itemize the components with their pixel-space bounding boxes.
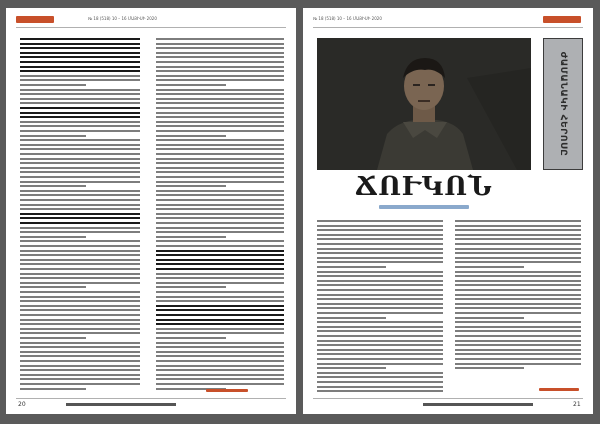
text-line — [20, 300, 140, 302]
text-line — [156, 300, 284, 302]
text-line — [156, 277, 284, 279]
text-line — [156, 378, 284, 380]
footer-rule — [313, 398, 583, 399]
text-line — [156, 176, 284, 178]
text-line — [156, 61, 284, 63]
text-line — [20, 351, 140, 353]
text-line — [20, 250, 140, 252]
text-line — [20, 208, 140, 210]
text-line — [455, 220, 581, 222]
text-line — [455, 358, 581, 360]
text-line — [20, 332, 140, 334]
text-line — [156, 199, 284, 201]
side-banner — [543, 38, 583, 170]
text-line — [20, 296, 140, 298]
page-number: 20 — [18, 401, 26, 408]
text-line — [20, 305, 140, 307]
left-page — [6, 8, 296, 414]
text-line — [455, 353, 581, 355]
text-line — [317, 307, 443, 309]
text-line — [156, 162, 284, 164]
text-line — [156, 231, 284, 233]
footer-rule — [16, 398, 286, 399]
text-line — [317, 225, 443, 227]
text-line — [20, 227, 140, 229]
text-line — [20, 43, 140, 45]
text-line — [156, 369, 284, 371]
text-line — [317, 363, 443, 365]
right-page — [303, 8, 593, 414]
text-line — [317, 326, 443, 328]
text-line — [317, 234, 443, 236]
text-line — [455, 289, 581, 291]
text-line — [455, 271, 581, 273]
text-line — [317, 261, 443, 263]
text-line — [20, 231, 140, 233]
text-line — [156, 346, 284, 348]
text-line — [156, 158, 284, 160]
text-line — [156, 66, 284, 68]
text-line — [317, 294, 443, 296]
text-line — [156, 374, 284, 376]
text-line — [20, 153, 140, 155]
text-line — [455, 248, 581, 250]
header-rule — [313, 27, 583, 28]
text-line — [455, 234, 581, 236]
text-line — [20, 337, 86, 339]
text-line — [156, 323, 284, 325]
text-line — [156, 116, 284, 118]
text-line — [20, 217, 140, 219]
text-line — [20, 213, 140, 215]
text-line — [317, 367, 386, 369]
text-line — [455, 257, 581, 259]
text-line — [20, 365, 140, 367]
text-line — [156, 98, 284, 100]
text-line — [455, 266, 524, 268]
text-line — [156, 93, 284, 95]
text-line — [156, 181, 284, 183]
text-line — [156, 112, 284, 114]
article-headline: ՃՈՒԿՈՆ — [355, 172, 493, 202]
text-line — [156, 139, 284, 141]
byline — [539, 388, 579, 391]
text-line — [20, 323, 140, 325]
text-line — [156, 314, 284, 316]
text-line — [156, 208, 284, 210]
text-line — [20, 125, 140, 127]
text-line — [20, 171, 140, 173]
text-line — [20, 199, 140, 201]
text-line — [20, 388, 86, 390]
text-line — [156, 135, 226, 137]
text-line — [317, 386, 443, 388]
text-line — [317, 243, 443, 245]
article-column-2 — [156, 38, 284, 394]
text-line — [317, 390, 443, 392]
text-line — [20, 374, 140, 376]
text-line — [20, 84, 86, 86]
text-line — [156, 227, 284, 229]
text-line — [317, 266, 386, 268]
text-line — [20, 158, 140, 160]
text-line — [317, 358, 443, 360]
text-line — [455, 243, 581, 245]
text-line — [156, 38, 284, 40]
text-line — [317, 317, 386, 319]
text-line — [156, 309, 284, 311]
text-line — [20, 148, 140, 150]
text-line — [20, 204, 140, 206]
text-line — [156, 148, 284, 150]
text-line — [156, 355, 284, 357]
text-line — [20, 190, 140, 192]
text-line — [156, 52, 284, 54]
article-subtitle — [379, 205, 469, 209]
text-line — [156, 305, 284, 307]
text-line — [156, 365, 284, 367]
article-column-1 — [20, 38, 140, 394]
text-line — [156, 282, 284, 284]
text-line — [455, 298, 581, 300]
text-line — [20, 291, 140, 293]
text-line — [156, 125, 284, 127]
text-line — [156, 89, 284, 91]
text-line — [20, 355, 140, 357]
text-line — [317, 376, 443, 378]
text-line — [156, 240, 284, 242]
text-line — [20, 56, 140, 58]
header-rule — [16, 27, 286, 28]
text-line — [317, 229, 443, 231]
text-line — [156, 217, 284, 219]
article-photo — [317, 38, 531, 170]
text-line — [455, 330, 581, 332]
text-line — [20, 121, 140, 123]
text-line — [455, 275, 581, 277]
text-line — [156, 107, 284, 109]
text-line — [156, 213, 284, 215]
text-line — [156, 153, 284, 155]
page-number: 21 — [573, 401, 581, 408]
text-line — [20, 139, 140, 141]
text-line — [156, 332, 284, 334]
text-line — [20, 378, 140, 380]
text-line — [455, 261, 581, 263]
text-line — [317, 321, 443, 323]
text-line — [317, 330, 443, 332]
side-banner-text: ԺԱՄԱՆԱԿԻ ՀԵՐՈՍԸ — [558, 51, 568, 157]
text-line — [156, 254, 284, 256]
text-line — [20, 273, 140, 275]
text-line — [156, 121, 284, 123]
text-line — [20, 360, 140, 362]
text-line — [156, 296, 284, 298]
text-line — [20, 286, 86, 288]
text-line — [317, 381, 443, 383]
text-line — [20, 328, 140, 330]
text-line — [20, 66, 140, 68]
text-line — [20, 342, 140, 344]
text-line — [156, 56, 284, 58]
text-line — [156, 342, 284, 344]
text-line — [156, 130, 284, 132]
text-line — [455, 307, 581, 309]
text-line — [156, 383, 284, 385]
text-line — [20, 93, 140, 95]
text-line — [20, 167, 140, 169]
text-line — [455, 284, 581, 286]
text-line — [20, 314, 140, 316]
text-line — [20, 185, 86, 187]
text-line — [20, 75, 140, 77]
text-line — [156, 236, 226, 238]
text-line — [20, 89, 140, 91]
text-line — [20, 309, 140, 311]
byline — [206, 389, 248, 392]
text-line — [156, 351, 284, 353]
text-line — [20, 236, 86, 238]
text-line — [317, 289, 443, 291]
text-line — [156, 291, 284, 293]
text-line — [455, 335, 581, 337]
text-line — [156, 222, 284, 224]
text-line — [156, 263, 284, 265]
text-line — [20, 181, 140, 183]
portrait-photo — [317, 38, 531, 170]
text-line — [156, 47, 284, 49]
text-line — [20, 277, 140, 279]
text-line — [455, 340, 581, 342]
footer-line — [423, 403, 533, 406]
text-line — [20, 319, 140, 321]
text-line — [317, 257, 443, 259]
text-line — [455, 238, 581, 240]
text-line — [156, 167, 284, 169]
text-line — [156, 194, 284, 196]
text-line — [20, 222, 140, 224]
text-line — [156, 337, 226, 339]
text-line — [156, 250, 284, 252]
text-line — [317, 280, 443, 282]
text-line — [317, 238, 443, 240]
text-line — [20, 79, 140, 81]
text-line — [317, 252, 443, 254]
text-line — [156, 259, 284, 261]
text-line — [20, 70, 140, 72]
text-line — [156, 286, 226, 288]
article-column-2 — [455, 220, 581, 376]
text-line — [455, 349, 581, 351]
text-line — [317, 353, 443, 355]
text-line — [156, 185, 226, 187]
text-line — [20, 369, 140, 371]
text-line — [317, 349, 443, 351]
text-line — [20, 194, 140, 196]
text-line — [455, 317, 524, 319]
text-line — [455, 344, 581, 346]
text-line — [455, 252, 581, 254]
text-line — [156, 328, 284, 330]
text-line — [20, 107, 140, 109]
text-line — [317, 298, 443, 300]
text-line — [455, 321, 581, 323]
text-line — [20, 383, 140, 385]
text-line — [156, 171, 284, 173]
text-line — [156, 144, 284, 146]
text-line — [20, 144, 140, 146]
masthead — [16, 16, 54, 23]
text-line — [455, 225, 581, 227]
text-line — [317, 271, 443, 273]
text-line — [455, 229, 581, 231]
text-line — [20, 135, 86, 137]
text-line — [20, 162, 140, 164]
text-line — [156, 102, 284, 104]
text-line — [20, 112, 140, 114]
text-line — [20, 176, 140, 178]
text-line — [317, 220, 443, 222]
text-line — [156, 79, 284, 81]
text-line — [317, 312, 443, 314]
text-line — [455, 312, 581, 314]
text-line — [20, 47, 140, 49]
text-line — [317, 248, 443, 250]
text-line — [455, 280, 581, 282]
article-column-1 — [317, 220, 443, 396]
issue-line: № 18 (518) 10 – 16 ՄԱՅԻՍԻ 2020 — [313, 16, 382, 21]
text-line — [156, 360, 284, 362]
text-line — [20, 268, 140, 270]
text-line — [156, 84, 226, 86]
text-line — [317, 284, 443, 286]
text-line — [455, 303, 581, 305]
text-line — [156, 245, 284, 247]
text-line — [317, 335, 443, 337]
text-line — [156, 190, 284, 192]
text-line — [20, 130, 140, 132]
text-line — [20, 61, 140, 63]
text-line — [20, 254, 140, 256]
text-line — [20, 245, 140, 247]
text-line — [20, 38, 140, 40]
text-line — [20, 52, 140, 54]
text-line — [20, 282, 140, 284]
text-line — [156, 75, 284, 77]
text-line — [317, 340, 443, 342]
text-line — [20, 102, 140, 104]
masthead — [543, 16, 581, 23]
text-line — [317, 275, 443, 277]
text-line — [20, 259, 140, 261]
text-line — [20, 346, 140, 348]
text-line — [20, 263, 140, 265]
text-line — [20, 98, 140, 100]
text-line — [156, 43, 284, 45]
text-line — [20, 240, 140, 242]
text-line — [455, 294, 581, 296]
text-line — [156, 319, 284, 321]
text-line — [455, 363, 581, 365]
text-line — [20, 116, 140, 118]
footer-line — [66, 403, 176, 406]
text-line — [455, 367, 524, 369]
text-line — [317, 303, 443, 305]
text-line — [156, 268, 284, 270]
text-line — [156, 204, 284, 206]
text-line — [317, 344, 443, 346]
text-line — [156, 273, 284, 275]
text-line — [156, 70, 284, 72]
issue-line: № 18 (518) 10 – 16 ՄԱՅԻՍԻ 2020 — [88, 16, 157, 21]
text-line — [455, 326, 581, 328]
text-line — [317, 372, 443, 374]
